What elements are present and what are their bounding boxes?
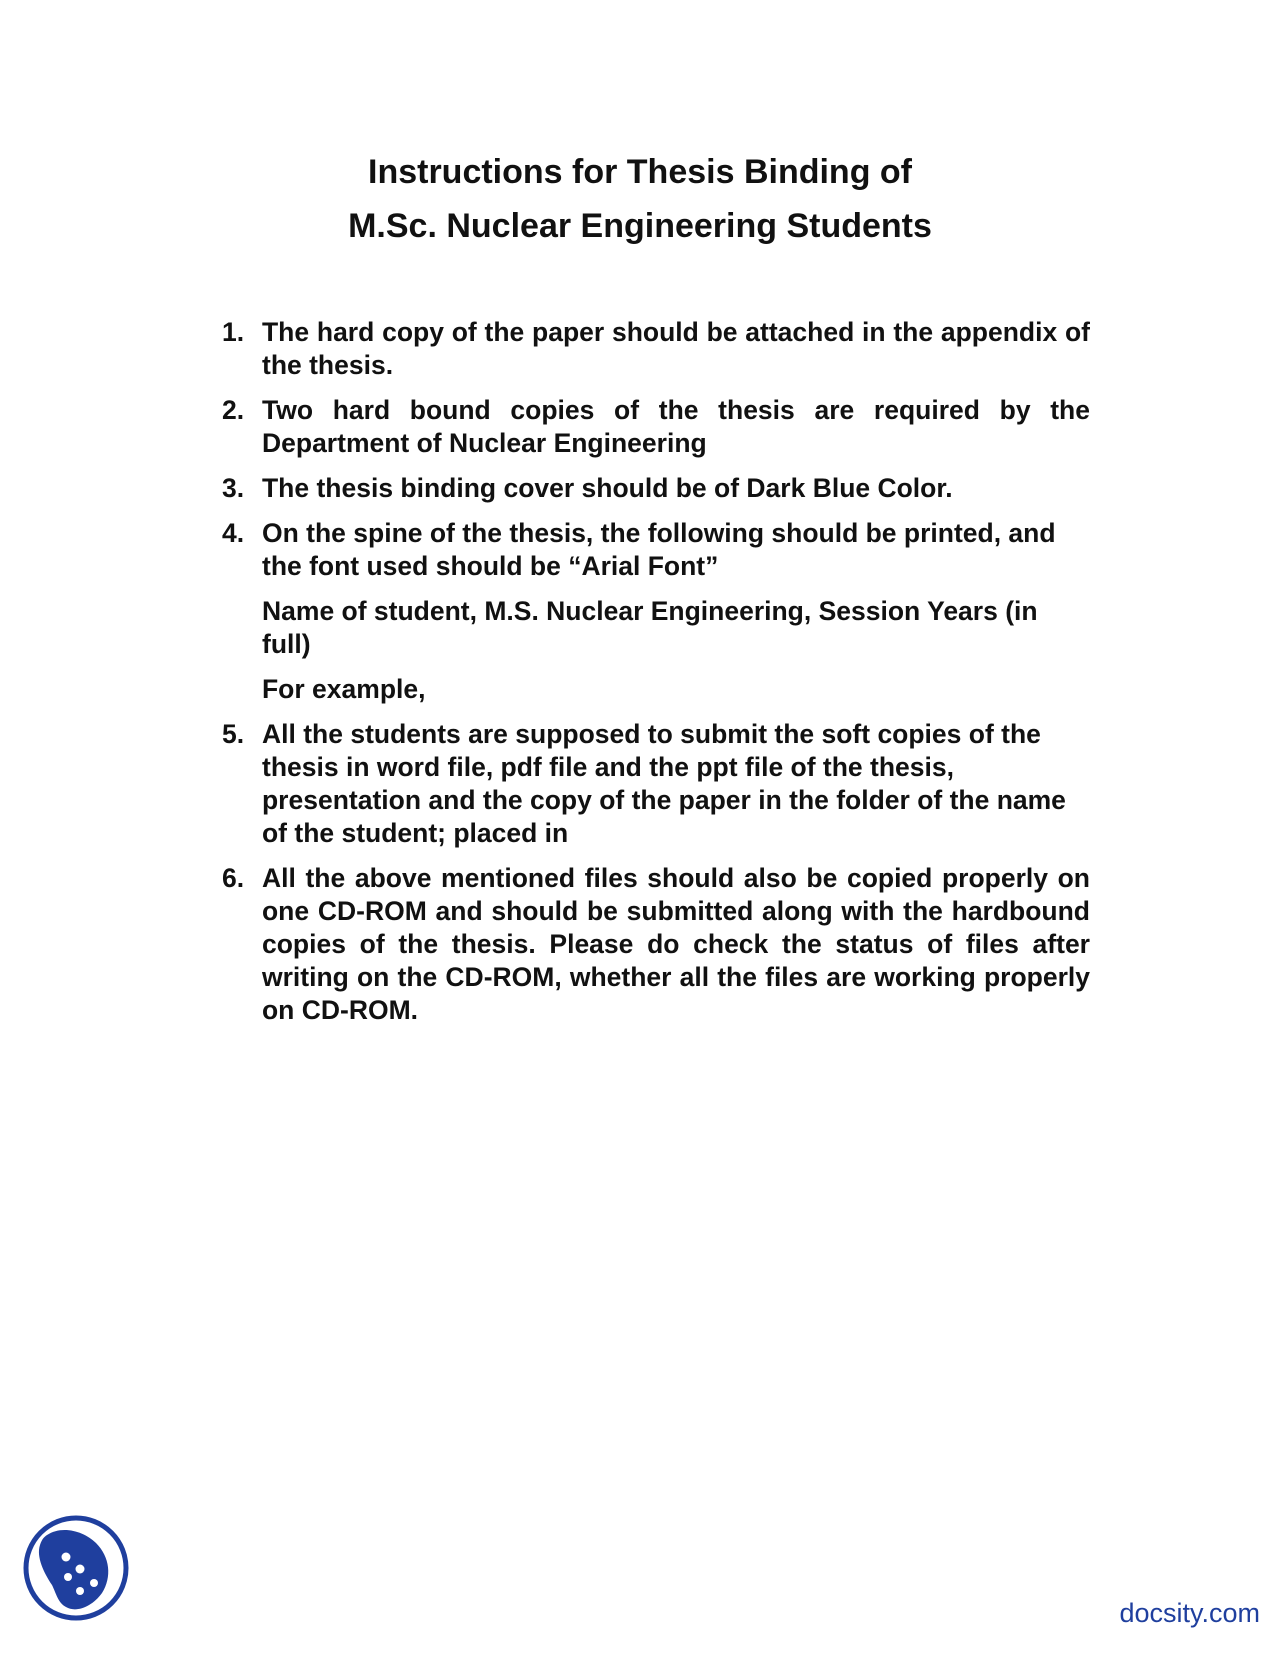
document-title-line-1: Instructions for Thesis Binding of: [368, 153, 912, 191]
list-item-text: Two hard bound copies of the thesis are required by the Department of Nuclear Engineering: [262, 395, 1090, 458]
list-item-3: [222, 472, 1090, 505]
spine-format-text: Name of student, M.S. Nuclear Engineering, Session Years (in full): [262, 596, 1038, 659]
list-item-text: All the above mentioned files should also be copied properly on one CD-ROM and should be submitted along with the hardbound copies of the thesis. Please do check the status of files after writing on the CD-ROM, whether all the files are working properly on CD-ROM.: [262, 863, 1090, 1025]
list-item-text: The hard copy of the paper should be attached in the appendix of the thesis.: [262, 317, 1090, 380]
list-item-number: 5.: [222, 719, 245, 749]
list-item-1: [222, 316, 1090, 382]
example-text: For example,: [262, 674, 426, 704]
list-item-text: The thesis binding cover should be of Dark Blue Color.: [262, 473, 953, 503]
list-item-2: [222, 394, 1090, 460]
list-item-number: 1.: [222, 317, 245, 347]
list-item-number: 2.: [222, 395, 245, 425]
docsity-brand-text[interactable]: docsity.com: [1119, 1598, 1260, 1628]
list-item-number: 3.: [222, 473, 245, 503]
instructions-list: [222, 316, 1090, 1039]
list-item-4: [222, 517, 1090, 706]
list-item-number: 6.: [222, 863, 245, 893]
list-item-6: [222, 862, 1090, 1027]
document-title-line-2: M.Sc. Nuclear Engineering Students: [348, 207, 932, 245]
list-item-number: 4.: [222, 518, 245, 548]
docsity-logo-icon: [22, 1513, 130, 1623]
list-item-text: All the students are supposed to submit the soft copies of the thesis in word file, pdf file and the ppt file of the thesis, presentation and the copy of the paper in the folder of the name of the student; placed in: [262, 719, 1066, 848]
list-item-5: [222, 718, 1090, 850]
list-item-text: On the spine of the thesis, the following should be printed, and the font used should be “Arial Font”: [262, 518, 1056, 581]
